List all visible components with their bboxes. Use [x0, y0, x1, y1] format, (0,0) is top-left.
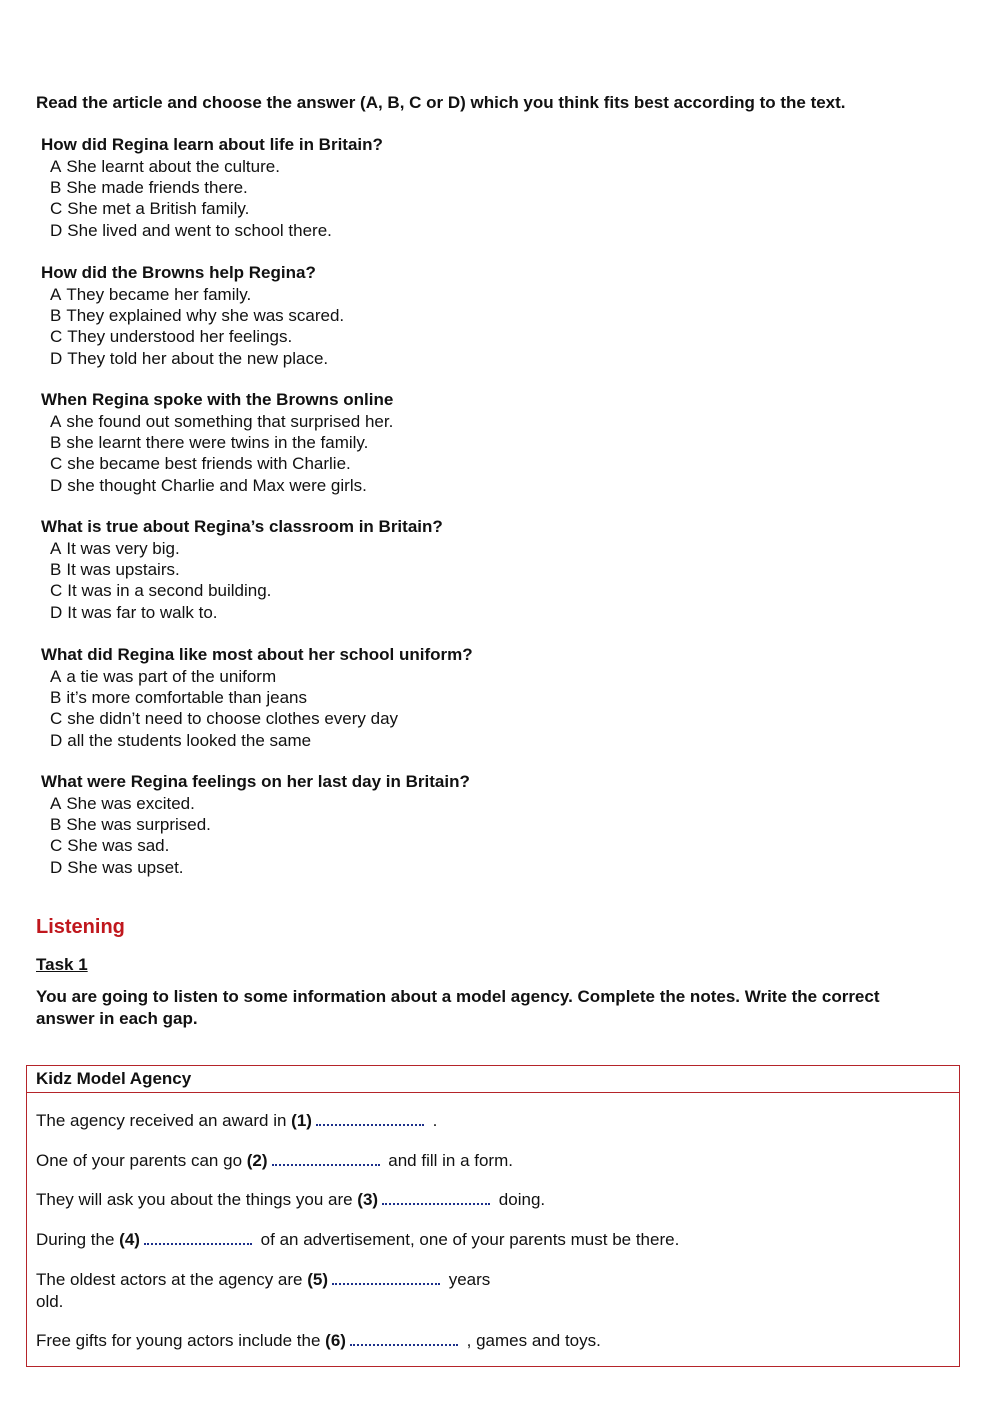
option-b[interactable]: B she learnt there were twins in the family.	[50, 432, 369, 452]
option-c[interactable]: C she became best friends with Charlie.	[50, 454, 351, 474]
option-c[interactable]: C she didn’t need to choose clothes every day	[50, 709, 399, 729]
option-d[interactable]: D She lived and went to school there.	[50, 220, 332, 240]
instructions: Read the article and choose the answer (A, B, C or D) which you think fits best according to the text.	[36, 93, 846, 112]
question-4	[41, 516, 741, 623]
option-c[interactable]: C She was sad.	[50, 836, 170, 856]
notes-box-title: Kidz Model Agency	[27, 1066, 959, 1093]
option-d[interactable]: D It was far to walk to.	[50, 602, 218, 622]
question-3	[41, 389, 741, 496]
question-5	[41, 644, 741, 751]
listening-heading: Listening	[36, 916, 125, 938]
option-d[interactable]: D She was upset.	[50, 857, 184, 877]
option-a[interactable]: A It was very big.	[50, 538, 180, 558]
option-b[interactable]: B They explained why she was scared.	[50, 305, 345, 325]
option-a[interactable]: A She was excited.	[50, 793, 195, 813]
question-text: How did Regina learn about life in Britain?	[41, 135, 383, 154]
question-text: What were Regina feelings on her last day in Britain?	[41, 772, 470, 791]
question-text: What did Regina like most about her school uniform?	[41, 645, 473, 664]
gap-number: (5)	[307, 1270, 328, 1289]
gap-2-answer[interactable]	[272, 1150, 380, 1166]
gap-number: (6)	[325, 1331, 346, 1350]
note-5: The oldest actors at the agency are (5) years old.	[36, 1270, 491, 1311]
option-d[interactable]: D all the students looked the same	[50, 730, 312, 750]
gap-4-answer[interactable]	[144, 1229, 252, 1245]
option-b[interactable]: B It was upstairs.	[50, 559, 180, 579]
gap-5-answer[interactable]	[332, 1269, 440, 1285]
notes-box	[26, 1065, 960, 1367]
note-1: The agency received an award in (1) .	[36, 1111, 438, 1130]
option-c[interactable]: C They understood her feelings.	[50, 327, 293, 347]
gap-number: (3)	[357, 1190, 379, 1209]
note-3: They will ask you about the things you are (3) doing.	[36, 1190, 546, 1209]
gap-6-answer[interactable]	[350, 1330, 458, 1346]
question-2	[41, 262, 741, 369]
question-text: When Regina spoke with the Browns online	[41, 390, 394, 409]
gap-number: (1)	[291, 1111, 312, 1130]
note-6: Free gifts for young actors include the (6) , games and toys.	[36, 1331, 601, 1350]
note-2: One of your parents can go (2) and fill in a form.	[36, 1151, 513, 1170]
option-a[interactable]: A she found out something that surprised her.	[50, 411, 394, 431]
question-text: What is true about Regina’s classroom in Britain?	[41, 517, 443, 536]
task-title: Task 1	[36, 955, 88, 974]
note-4: During the (4) of an advertisement, one of your parents must be there.	[36, 1230, 680, 1249]
question-1	[41, 134, 741, 241]
task-instructions: You are going to listen to some information about a model agency. Complete the notes. Write the correct answer in each gap.	[36, 987, 880, 1028]
question-text: How did the Browns help Regina?	[41, 263, 316, 282]
option-b[interactable]: B She was surprised.	[50, 814, 211, 834]
option-d[interactable]: D she thought Charlie and Max were girls.	[50, 475, 367, 495]
option-c[interactable]: C She met a British family.	[50, 199, 250, 219]
option-c[interactable]: C It was in a second building.	[50, 581, 272, 601]
option-b[interactable]: B it’s more comfortable than jeans	[50, 687, 307, 707]
option-a[interactable]: A a tie was part of the uniform	[50, 666, 277, 686]
option-a[interactable]: A She learnt about the culture.	[50, 156, 280, 176]
option-b[interactable]: B She made friends there.	[50, 177, 248, 197]
question-6	[41, 771, 741, 878]
option-a[interactable]: A They became her family.	[50, 284, 252, 304]
gap-3-answer[interactable]	[382, 1189, 490, 1205]
gap-number: (4)	[119, 1230, 140, 1249]
gap-number: (2)	[246, 1151, 268, 1170]
option-d[interactable]: D They told her about the new place.	[50, 348, 329, 368]
gap-1-answer[interactable]	[316, 1110, 424, 1126]
